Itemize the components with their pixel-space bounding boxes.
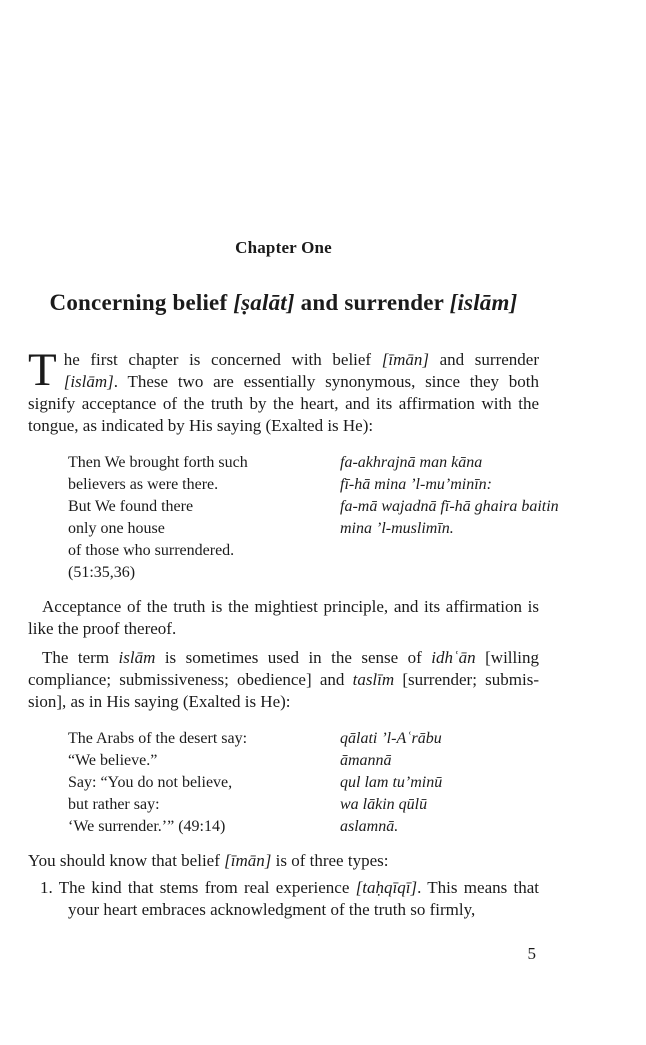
quote-translation-column — [68, 452, 340, 584]
quote-line: wa lākin qūlū — [340, 796, 428, 813]
quote-line: fa-mā wajadnā fī-hā ghaira baitin — [340, 498, 559, 515]
quote-line: of those who surrendered. — [68, 542, 235, 559]
quote-verse-reference: ‘We surrender.’” (49:14) — [68, 818, 226, 835]
drop-cap: T — [28, 344, 57, 396]
quote-line: but rather say: — [68, 796, 160, 813]
quote-line: fī-hā mina ’l-mu’minīn: — [340, 476, 492, 493]
title-text: Concerning belief — [49, 290, 234, 315]
quote-line: Then We brought forth such — [68, 454, 248, 471]
paragraph-text: You should know that belief — [28, 851, 225, 870]
quote-line: The Arabs of the desert say: — [68, 730, 248, 747]
paragraph-text: [surrender; submission], as in His saying (Exalted is He): — [28, 670, 539, 711]
term-taslim: taslīm — [352, 670, 395, 689]
paragraph-text: . These two are essentially synonymous, since they both signify acceptance of the truth by the heart, and its affirmation with the tongue, as indicated by His saying (Exalted is He): — [28, 372, 539, 435]
opening-paragraph — [28, 344, 539, 437]
term-islam: [islām] — [63, 372, 114, 391]
quote-line: But We found there — [68, 498, 194, 515]
quote-verse-reference: (51:35,36) — [68, 564, 136, 581]
list-item-text: 1. The kind that stems from real experience — [40, 878, 356, 897]
paragraph-text: is sometimes used in the sense of — [155, 648, 432, 667]
list-item-1 — [40, 877, 539, 921]
paragraph-text: The term — [42, 648, 119, 667]
quran-quote-1 — [68, 452, 559, 584]
term-iman: [īmān] — [381, 350, 429, 369]
quote-line: aslamnā. — [340, 818, 399, 835]
title-term-islam: [islām] — [449, 290, 518, 315]
paragraph-belief-types — [28, 850, 539, 872]
page-number: 5 — [527, 944, 536, 963]
title-term-salat: [ṣalāt] — [233, 290, 295, 315]
quote-line: āmannā — [340, 752, 392, 769]
quran-quote-2 — [68, 728, 539, 838]
title-text: and surrender — [294, 290, 450, 315]
quote-line: only one house — [68, 520, 165, 537]
chapter-title — [28, 290, 539, 316]
paragraph-term-islam — [28, 647, 539, 713]
page-content — [28, 0, 559, 921]
quote-line: mina ’l-muslimīn. — [340, 520, 454, 537]
quote-line: believers as were there. — [68, 476, 219, 493]
term-iman: [īmān] — [224, 851, 272, 870]
quote-line: fa-akhrajnā man kāna — [340, 454, 483, 471]
term-tahqiqi: [taḥqīqī] — [355, 878, 418, 897]
chapter-heading: Chapter One — [235, 238, 332, 257]
paragraph-text: and surrender — [428, 350, 539, 369]
quote-transliteration-column — [340, 452, 559, 584]
quote-line: qālati ’l-Aʿrābu — [340, 730, 442, 747]
paragraph-text: [willing compliance; submissiveness; obedience] and — [28, 648, 539, 689]
quote-translation-column — [68, 728, 340, 838]
quote-transliteration-column — [340, 728, 539, 838]
term-islam: islām — [118, 648, 156, 667]
quote-line: qul lam tu’minū — [340, 774, 443, 791]
term-idhan: idhʿān — [431, 648, 476, 667]
quote-line: Say: “You do not believe, — [68, 774, 233, 791]
paragraph-text: he first chapter is concerned with belief — [63, 350, 382, 369]
paragraph-text: is of three types: — [271, 851, 389, 870]
paragraph-acceptance: Acceptance of the truth is the mightiest principle, and its affirmation is like the proof thereof. — [28, 597, 539, 638]
quote-line: “We believe.” — [68, 752, 158, 769]
list-item-text: . This means that your heart embraces acknowledgment of the truth so firmly, — [68, 878, 539, 919]
